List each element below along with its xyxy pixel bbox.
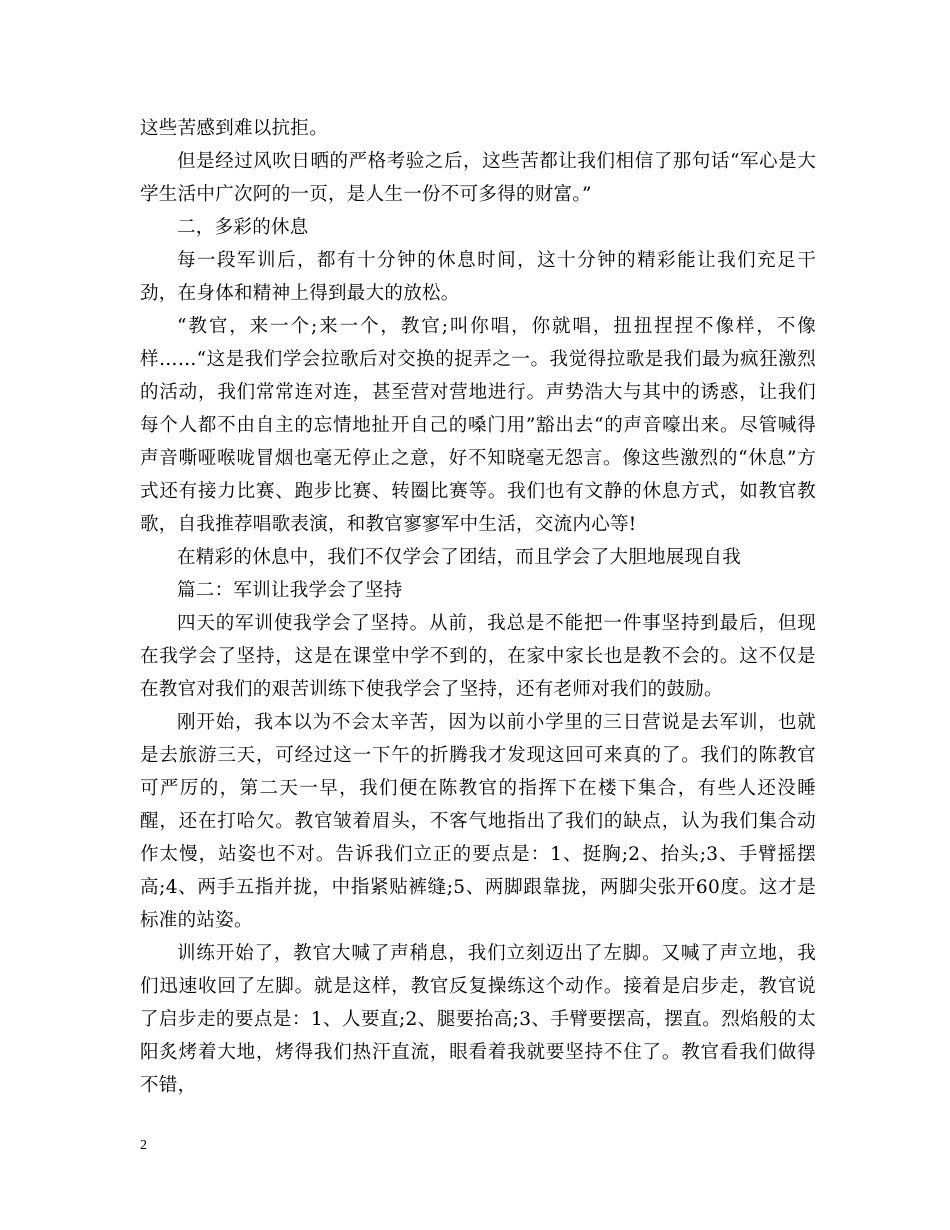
article-heading: 篇二：军训让我学会了坚持 bbox=[177, 580, 403, 601]
paragraph: 这些苦感到难以抗拒。 bbox=[140, 118, 329, 139]
document-body bbox=[140, 112, 816, 1102]
page-number: 2 bbox=[140, 1138, 147, 1153]
paragraph: “教官，来一个;来一个，教官;叫你唱，你就唱，扭扭捏捏不像样，不像样……“这是我们学会拉歌后对交换的捉弄之一。我觉得拉歌是我们最为疯狂激烈的活动，我们常常连对连，甚至营对营地进行。声势浩大与其中的诱惑，让我们每个人都不由自主的忘情地扯开自己的嗓门用”豁出去“的声音嚎出来。尽管喊得声音嘶哑喉咙冒烟也毫无停止之意，好不知晓毫无怨言。像这些激烈的“休息”方式还有接力比赛、跑步比赛、转圈比赛等。我们也有文静的休息方式，如教官教歌，自我推荐唱歌表演，和教官寥寥军中生活，交流内心等! bbox=[140, 316, 816, 535]
paragraph: 训练开始了，教官大喊了声稍息，我们立刻迈出了左脚。又喊了声立地，我们迅速收回了左脚。就是这样，教官反复操练这个动作。接着是启步走，教官说了启步走的要点是：1、人要直;2、腿要抬高;3、手臂要摆高，摆直。烈焰般的太阳炙烤着大地，烤得我们热汗直流，眼看着我就要坚持不住了。教官看我们做得不错， bbox=[140, 943, 816, 1096]
paragraph: 在精彩的休息中，我们不仅学会了团结，而且学会了大胆地展现自我 bbox=[177, 547, 742, 568]
paragraph: 但是经过风吹日晒的严格考验之后，这些苦都让我们相信了那句话“军心是大学生活中广次阿的一页，是人生一份不可多得的财富。” bbox=[140, 151, 816, 205]
paragraph: 四天的军训使我学会了坚持。从前，我总是不能把一件事坚持到最后，但现在我学会了坚持，这是在课堂中学不到的，在家中家长也是教不会的。这不仅是在教官对我们的艰苦训练下使我学会了坚持，还有老师对我们的鼓励。 bbox=[140, 613, 816, 700]
paragraph: 每一段军训后，都有十分钟的休息时间，这十分钟的精彩能让我们充足干劲，在身体和精神上得到最大的放松。 bbox=[140, 250, 816, 304]
section-heading: 二，多彩的休息 bbox=[177, 217, 309, 238]
paragraph: 刚开始，我本以为不会太辛苦，因为以前小学里的三日营说是去军训，也就是去旅游三天，可经过这一下午的折腾我才发现这回可来真的了。我们的陈教官可严厉的，第二天一早，我们便在陈教官的指挥下在楼下集合，有些人还没睡醒，还在打哈欠。教官皱着眉头，不客气地指出了我们的缺点，认为我们集合动作太慢，站姿也不对。告诉我们立正的要点是：1、挺胸;2、抬头;3、手臂摇摆高;4、两手五指并拢，中指紧贴裤缝;5、两脚跟靠拢，两脚尖张开60度。这才是标准的站姿。 bbox=[140, 712, 816, 931]
